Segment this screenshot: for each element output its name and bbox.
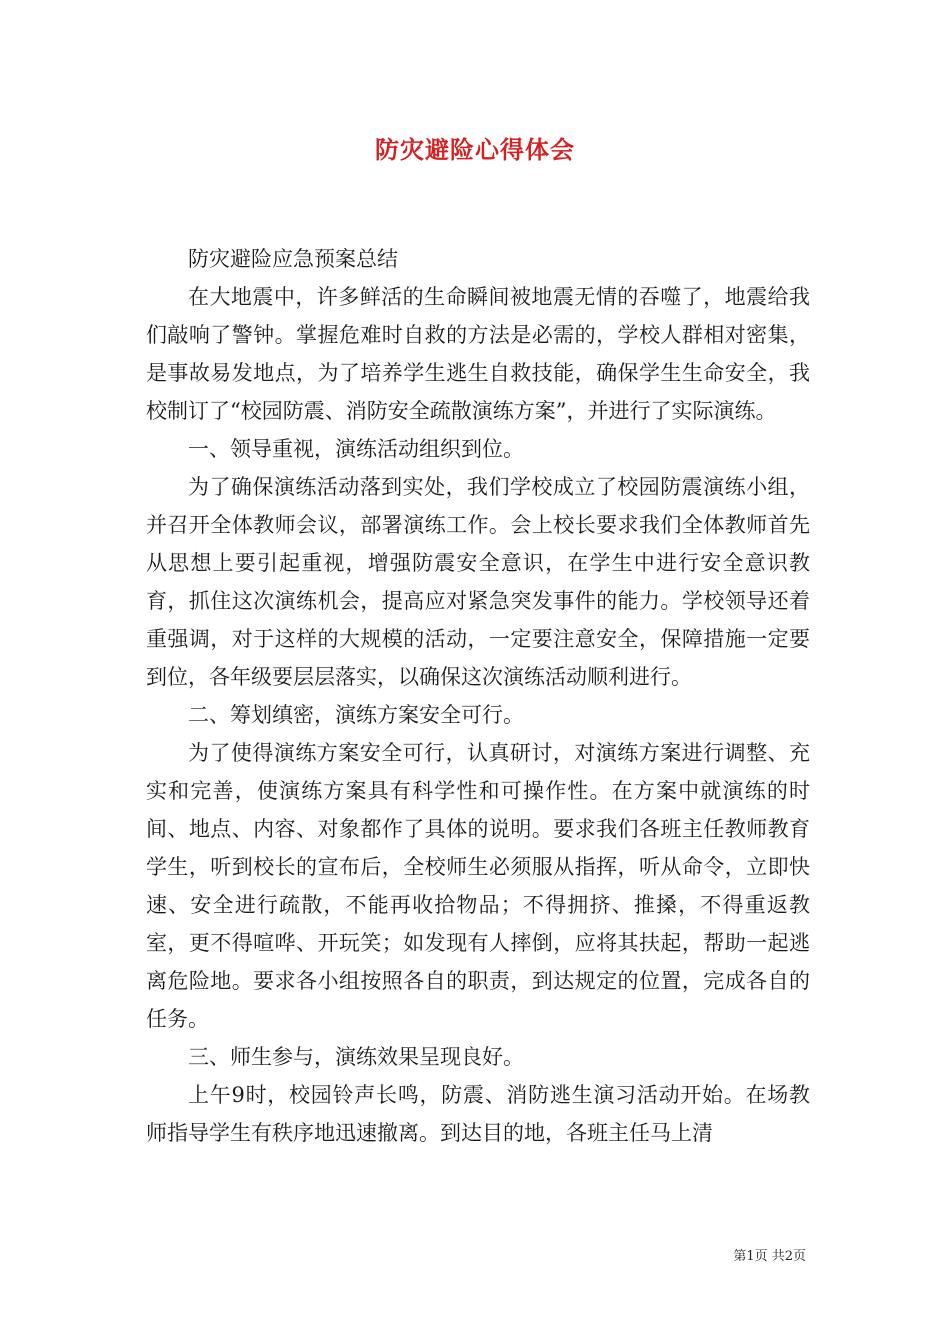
- document-subtitle: 防灾避险应急预案总结: [188, 247, 398, 271]
- page-number: 第1页 共2页: [733, 1249, 806, 1264]
- paragraph: 上午9时，校园铃声长鸣，防震、消防逃生演习活动开始。在场教师指导学生有秩序地迅速撤离。到达目的地，各班主任马上清: [146, 1083, 810, 1145]
- section-heading: 一、领导重视，演练活动组织到位。: [188, 437, 524, 461]
- document-body: [146, 240, 810, 1152]
- paragraph: 在大地震中，许多鲜活的生命瞬间被地震无情的吞噬了，地震给我们敲响了警钟。掌握危难时自救的方法是必需的，学校人群相对密集，是事故易发地点，为了培养学生逃生自救技能，确保学生生命安全，我校制订了“校园防震、消防安全疏散演练方案”，并进行了实际演练。: [146, 285, 810, 423]
- section-heading: 三、师生参与，演练效果呈现良好。: [188, 1045, 524, 1069]
- paragraph: 为了使得演练方案安全可行，认真研讨，对演练方案进行调整、充实和完善，使演练方案具有科学性和可操作性。在方案中就演练的时间、地点、内容、对象都作了具体的说明。要求我们各班主任教师教育学生，听到校长的宣布后，全校师生必须服从指挥，听从命令，立即快速、安全进行疏散，不能再收拾物品；不得拥挤、推搡，不得重返教室，更不得喧哗、开玩笑；如发现有人摔倒，应将其扶起，帮助一起逃离危险地。要求各小组按照各自的职责，到达规定的位置，完成各自的任务。: [146, 741, 810, 1031]
- paragraph: 为了确保演练活动落到实处，我们学校成立了校园防震演练小组，并召开全体教师会议，部署演练工作。会上校长要求我们全体教师首先从思想上要引起重视，增强防震安全意识，在学生中进行安全意识教育，抓住这次演练机会，提高应对紧急突发事件的能力。学校领导还着重强调，对于这样的大规模的活动，一定要注意安全，保障措施一定要到位，各年级要层层落实，以确保这次演练活动顺利进行。: [146, 475, 810, 689]
- section-heading: 二、筹划缜密，演练方案安全可行。: [188, 703, 524, 727]
- document-title: 防灾避险心得体会: [375, 135, 575, 164]
